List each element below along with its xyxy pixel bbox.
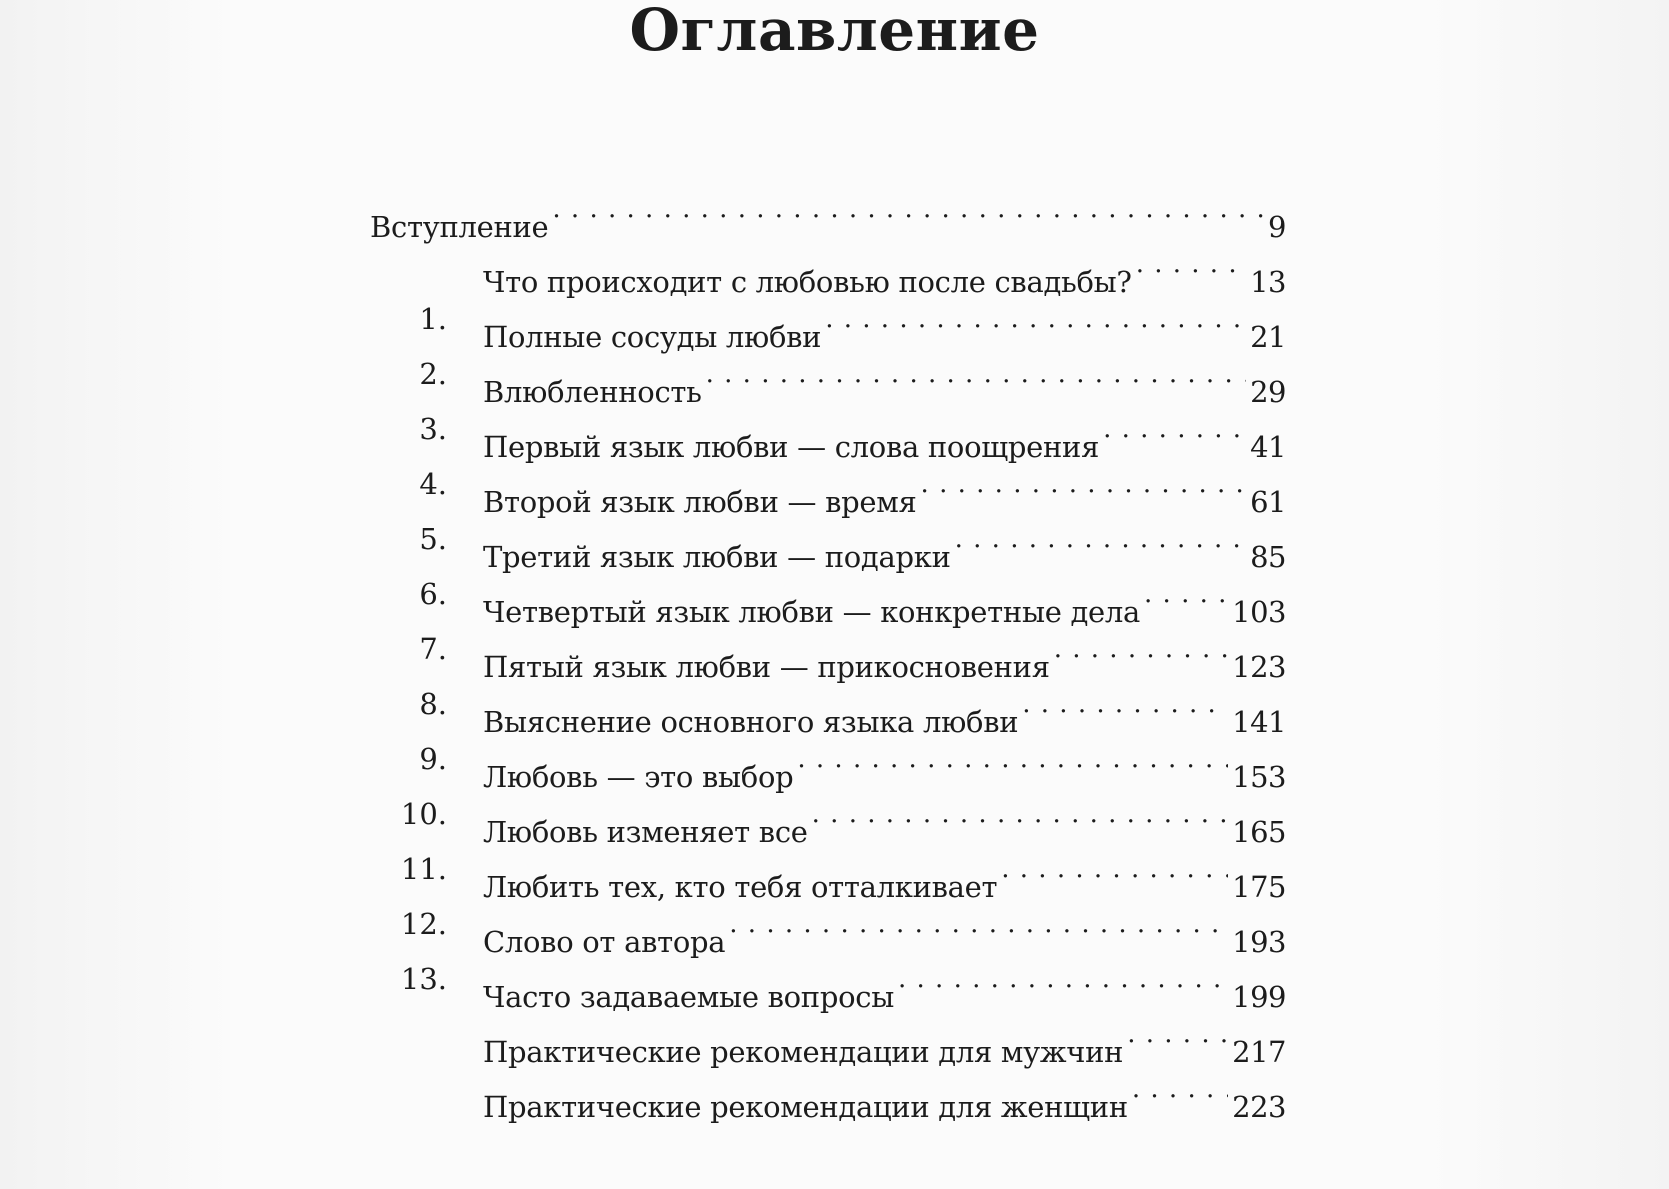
toc-entry-label: Первый язык любви — слова поощрения [483, 430, 1100, 464]
toc-entry-label: Вступление [370, 210, 549, 244]
toc-entry-label: Практические рекомендации для мужчин [483, 1035, 1124, 1069]
chapter-number: 2. [419, 357, 447, 391]
dot-leader [1127, 1007, 1228, 1062]
toc-entry-label: Любить тех, кто тебя отталкивает [483, 870, 998, 904]
toc-entry-appendix-faq [370, 952, 1286, 1014]
toc-entry-page: 103 [1232, 595, 1286, 629]
chapter-number: 6. [419, 577, 447, 611]
toc-entry-label: Третий язык любви — подарки [483, 540, 951, 574]
toc-entry-page: 85 [1250, 540, 1286, 574]
toc-entry-page: 165 [1232, 815, 1286, 849]
dot-leader [1136, 237, 1246, 292]
chapter-number: 10. [400, 797, 447, 831]
toc-entry-page: 141 [1232, 705, 1286, 739]
toc-entry-page: 13 [1250, 265, 1286, 299]
toc-entry-label: Практические рекомендации для женщин [483, 1090, 1128, 1124]
chapter-number: 7. [419, 632, 447, 666]
toc-entry-chapter-7 [370, 567, 1286, 666]
toc-entry-page: 199 [1232, 980, 1286, 1014]
toc-entry-page: 41 [1250, 430, 1286, 464]
toc-entry-page: 193 [1232, 925, 1286, 959]
page-title: Оглавление [629, 0, 1040, 64]
chapter-number: 4. [419, 467, 447, 501]
toc-entry-label: Второй язык любви — время [483, 485, 917, 519]
toc-entry-page: 175 [1232, 870, 1286, 904]
toc-entry-chapter-8 [370, 622, 1286, 721]
toc-entry-page: 153 [1232, 760, 1286, 794]
dot-leader [1103, 402, 1246, 457]
dot-leader [1001, 842, 1228, 897]
toc-entry-label: Пятый язык любви — прикосновения [483, 650, 1050, 684]
toc-entry-label: Влюбленность [483, 375, 702, 409]
toc-entry-page: 123 [1232, 650, 1286, 684]
dot-leader [552, 182, 1264, 237]
toc-entry-intro [370, 182, 1286, 244]
toc-entry-chapter-3 [370, 347, 1286, 446]
dot-leader [706, 347, 1246, 402]
dot-leader [898, 952, 1228, 1007]
toc-entry-label: Полные сосуды любви [483, 320, 822, 354]
toc-entry-label: Выяснение основного языка любви [483, 705, 1019, 739]
toc-entry-chapter-9 [370, 677, 1286, 776]
toc-entry-page: 217 [1232, 1035, 1286, 1069]
toc-entry-label: Слово от автора [483, 925, 726, 959]
chapter-number: 12. [400, 907, 447, 941]
dot-leader [812, 787, 1228, 842]
toc-entry-chapter-6 [370, 512, 1286, 611]
toc-entry-chapter-10 [370, 732, 1286, 831]
chapter-number: 9. [419, 742, 447, 776]
chapter-number: 11. [400, 852, 447, 886]
toc-entry-chapter-11 [370, 787, 1286, 886]
chapter-number: 5. [419, 522, 447, 556]
toc-entry-page: 29 [1250, 375, 1286, 409]
dot-leader [921, 457, 1247, 512]
toc-entry-chapter-5 [370, 457, 1286, 556]
dot-leader [1144, 567, 1228, 622]
toc-entry-appendix-men [370, 1007, 1286, 1069]
toc-entry-page: 223 [1232, 1090, 1286, 1124]
toc-entry-chapter-2 [370, 292, 1286, 391]
toc-entry-page: 9 [1268, 210, 1286, 244]
toc-entry-chapter-13 [370, 897, 1286, 996]
chapter-number: 1. [419, 302, 447, 336]
toc-entry-chapter-12 [370, 842, 1286, 941]
toc-entry-chapter-1 [370, 237, 1286, 336]
dot-leader [1022, 677, 1228, 732]
toc-entry-label: Любовь — это выбор [483, 760, 794, 794]
toc-entry-page: 21 [1250, 320, 1286, 354]
toc-entry-chapter-4 [370, 402, 1286, 501]
table-of-contents [370, 182, 1286, 1124]
chapter-number: 8. [419, 687, 447, 721]
toc-entry-page: 61 [1250, 485, 1286, 519]
toc-entry-label: Четвертый язык любви — конкретные дела [483, 595, 1141, 629]
toc-entry-label: Любовь изменяет все [483, 815, 808, 849]
toc-entry-label: Часто задаваемые вопросы [483, 980, 894, 1014]
toc-entry-label: Что происходит с любовью после свадьбы? [483, 265, 1132, 299]
dot-leader [825, 292, 1246, 347]
toc-entry-appendix-women [370, 1062, 1286, 1124]
dot-leader [1054, 622, 1228, 677]
chapter-number: 13. [400, 962, 447, 996]
dot-leader [955, 512, 1246, 567]
dot-leader [729, 897, 1228, 952]
chapter-number: 3. [419, 412, 447, 446]
dot-leader [797, 732, 1228, 787]
dot-leader [1132, 1062, 1228, 1117]
